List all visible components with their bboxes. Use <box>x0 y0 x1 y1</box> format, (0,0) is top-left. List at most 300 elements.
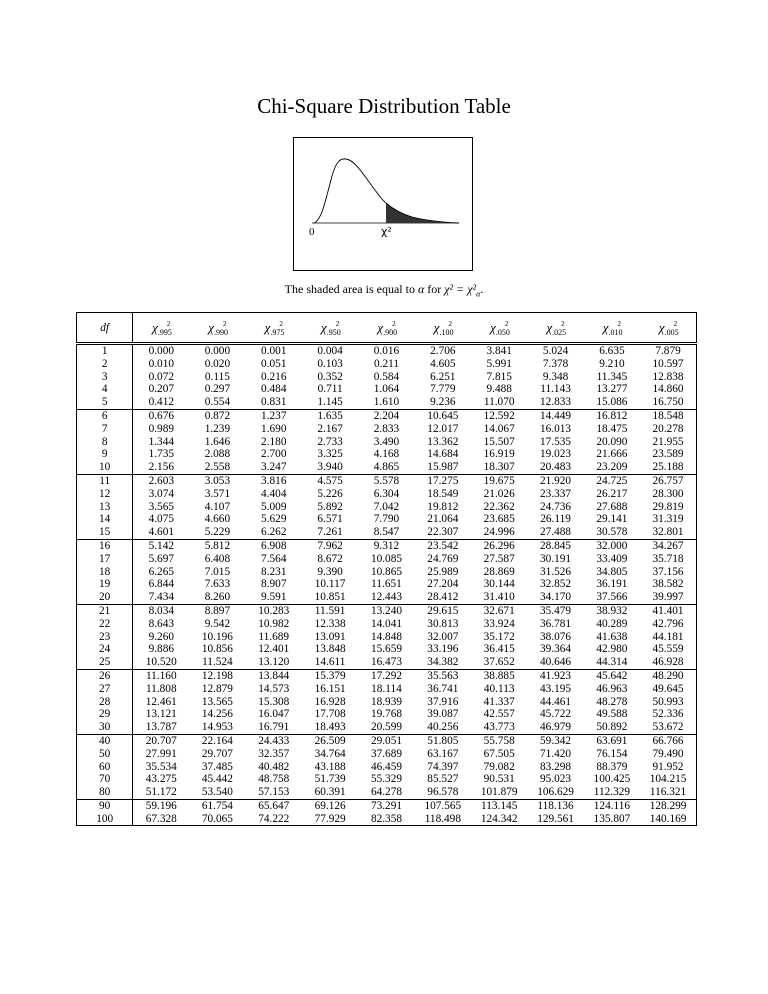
value-cell: 6.251 <box>430 370 456 383</box>
df-cell: 22 <box>77 618 133 631</box>
caption-expr-sub: α <box>476 289 481 299</box>
value-cell: 118.498 <box>415 813 471 826</box>
value-cell: 16.919 <box>483 448 515 461</box>
df-cell: 3 <box>77 371 133 384</box>
value-cell: 20.483 <box>540 461 572 474</box>
value-cell: 24.769 <box>427 552 459 565</box>
value-cell: 10.597 <box>640 358 696 371</box>
value-cell: 7.434 <box>148 591 174 604</box>
value-cell: 3.816 <box>246 474 302 487</box>
df-cell: 90 <box>77 799 133 812</box>
value-cell: 24.433 <box>246 734 302 747</box>
value-cell: 29.051 <box>358 734 414 747</box>
value-cell: 0.872 <box>189 409 245 422</box>
value-cell: 20.090 <box>596 435 628 448</box>
table-row <box>77 566 697 579</box>
df-cell: 10 <box>77 461 133 474</box>
value-cell: 3.571 <box>204 487 231 500</box>
value-cell: 27.204 <box>427 578 459 591</box>
value-cell: 29.615 <box>415 604 471 617</box>
value-cell: 3.841 <box>471 344 527 358</box>
value-cell: 1.239 <box>204 422 231 435</box>
df-cell: 17 <box>77 553 133 566</box>
value-cell: 7.815 <box>486 370 512 383</box>
value-cell: 12.443 <box>370 591 403 604</box>
value-cell: 24.725 <box>584 474 640 487</box>
value-cell: 19.812 <box>427 500 459 513</box>
table-row <box>77 409 697 422</box>
value-cell: 5.697 <box>148 552 174 565</box>
table-row <box>77 643 697 656</box>
value-cell: 29.141 <box>596 513 628 526</box>
value-cell: 128.299 <box>640 799 696 812</box>
value-cell: 28.300 <box>640 488 696 501</box>
caption-for: for <box>427 282 442 296</box>
value-cell: 2.833 <box>373 422 400 435</box>
value-cell: 63.691 <box>584 734 640 747</box>
df-cell: 27 <box>77 683 133 696</box>
df-cell: 2 <box>77 358 133 371</box>
value-cell: 13.565 <box>201 695 233 708</box>
column-square-superscript: 2 <box>673 319 678 328</box>
value-cell: 11.345 <box>596 370 628 383</box>
column-square-superscript: 2 <box>335 319 340 328</box>
value-cell: 3.074 <box>148 487 174 500</box>
value-cell: 74.397 <box>427 760 459 773</box>
value-cell: 14.256 <box>201 708 233 721</box>
column-alpha-subscript: .995 <box>157 327 172 337</box>
value-cell: 13.848 <box>314 643 346 656</box>
value-cell: 10.283 <box>246 604 302 617</box>
value-cell: 34.382 <box>427 656 459 669</box>
value-cell: 35.172 <box>483 630 515 643</box>
value-cell: 11.591 <box>302 604 358 617</box>
value-cell: 10.982 <box>258 617 290 630</box>
df-cell: 12 <box>77 488 133 501</box>
value-cell: 107.565 <box>415 799 471 812</box>
value-cell: 0.103 <box>317 357 343 370</box>
table-row <box>77 448 697 461</box>
value-cell: 42.557 <box>483 708 515 721</box>
value-cell: 46.459 <box>370 760 403 773</box>
value-cell: 140.169 <box>640 813 696 826</box>
column-square-superscript: 2 <box>166 319 171 328</box>
value-cell: 21.026 <box>483 487 515 500</box>
value-cell: 5.629 <box>261 513 287 526</box>
value-cell: 0.004 <box>302 344 358 358</box>
value-cell: 32.000 <box>584 539 640 552</box>
value-cell: 39.087 <box>427 708 459 721</box>
value-cell: 5.229 <box>204 526 231 539</box>
column-square-superscript: 2 <box>392 319 396 328</box>
df-cell: 25 <box>77 656 133 669</box>
value-cell: 45.722 <box>540 708 572 721</box>
column-header <box>415 313 471 344</box>
value-cell: 2.167 <box>317 422 343 435</box>
table-row <box>77 423 697 436</box>
value-cell: 1.690 <box>261 422 287 435</box>
chi-symbol: χ <box>377 319 384 335</box>
value-cell: 35.479 <box>527 604 583 617</box>
value-cell: 12.198 <box>189 669 245 682</box>
column-square-superscript: 2 <box>223 319 227 328</box>
value-cell: 32.852 <box>540 578 572 591</box>
value-cell: 16.812 <box>584 409 640 422</box>
value-cell: 6.265 <box>148 565 174 578</box>
value-cell: 21.064 <box>427 513 459 526</box>
value-cell: 15.308 <box>258 695 290 708</box>
value-cell: 1.735 <box>148 448 174 461</box>
column-header <box>471 313 527 344</box>
column-header <box>584 313 640 344</box>
table-row <box>77 578 697 591</box>
value-cell: 11.160 <box>133 669 189 682</box>
df-cell: 60 <box>77 761 133 774</box>
chi-symbol: χ <box>152 319 158 335</box>
value-cell: 10.851 <box>314 591 346 604</box>
value-cell: 27.587 <box>483 552 515 565</box>
value-cell: 41.337 <box>483 695 515 708</box>
chi-square-label: χ² <box>381 225 392 238</box>
value-cell: 14.041 <box>370 617 403 630</box>
value-cell: 88.379 <box>596 760 628 773</box>
value-cell: 13.120 <box>258 656 290 669</box>
value-cell: 11.689 <box>258 630 290 643</box>
value-cell: 42.796 <box>640 618 696 631</box>
value-cell: 15.507 <box>483 435 515 448</box>
value-cell: 17.535 <box>540 435 572 448</box>
value-cell: 2.733 <box>317 435 343 448</box>
value-cell: 96.578 <box>427 786 459 799</box>
value-cell: 14.573 <box>258 682 290 695</box>
value-cell: 13.277 <box>596 383 628 396</box>
value-cell: 0.207 <box>148 383 174 396</box>
value-cell: 48.290 <box>640 669 696 682</box>
value-cell: 60.391 <box>314 786 346 799</box>
value-cell: 0.072 <box>148 370 174 383</box>
value-cell: 6.571 <box>317 513 343 526</box>
value-cell: 8.231 <box>261 565 287 578</box>
value-cell: 30.191 <box>540 552 572 565</box>
value-cell: 16.473 <box>370 656 403 669</box>
value-cell: 33.409 <box>596 552 628 565</box>
value-cell: 16.013 <box>540 422 572 435</box>
value-cell: 14.953 <box>201 721 233 734</box>
value-cell: 59.342 <box>527 734 583 747</box>
value-cell: 4.075 <box>148 513 174 526</box>
table-row <box>77 344 697 358</box>
value-cell: 0.000 <box>133 344 189 358</box>
value-cell: 0.554 <box>204 396 231 409</box>
value-cell: 12.017 <box>427 422 459 435</box>
value-cell: 20.707 <box>133 734 189 747</box>
chi-symbol: χ <box>321 319 327 335</box>
table-row <box>77 813 697 826</box>
value-cell: 0.216 <box>261 370 287 383</box>
df-cell: 6 <box>77 409 133 422</box>
value-cell: 13.787 <box>145 721 177 734</box>
value-cell: 23.685 <box>483 513 515 526</box>
table-row <box>77 358 697 371</box>
value-cell: 21.955 <box>640 436 696 449</box>
value-cell: 61.754 <box>189 799 245 812</box>
column-square-superscript: 2 <box>561 319 565 328</box>
chi-symbol: χ <box>602 319 609 335</box>
value-cell: 34.764 <box>314 747 346 760</box>
value-cell: 76.154 <box>596 747 628 760</box>
value-cell: 28.869 <box>483 565 515 578</box>
value-cell: 0.010 <box>148 357 174 370</box>
value-cell: 0.989 <box>148 422 174 435</box>
value-cell: 36.781 <box>540 617 572 630</box>
value-cell: 18.548 <box>640 409 696 422</box>
value-cell: 1.610 <box>373 396 400 409</box>
value-cell: 37.485 <box>201 760 233 773</box>
df-cell: 29 <box>77 708 133 721</box>
table-row <box>77 371 697 384</box>
value-cell: 57.153 <box>258 786 290 799</box>
column-square-superscript: 2 <box>448 319 452 328</box>
page-title: Chi-Square Distribution Table <box>257 94 511 118</box>
value-cell: 18.939 <box>370 695 403 708</box>
column-square-superscript: 2 <box>504 319 509 328</box>
value-cell: 13.362 <box>427 435 459 448</box>
value-cell: 18.307 <box>483 461 515 474</box>
figure-caption <box>0 282 768 298</box>
value-cell: 1.145 <box>317 396 343 409</box>
column-alpha-subscript: .050 <box>495 327 510 337</box>
value-cell: 40.646 <box>540 656 572 669</box>
value-cell: 51.172 <box>145 786 177 799</box>
value-cell: 45.642 <box>584 669 640 682</box>
value-cell: 19.023 <box>540 448 572 461</box>
value-cell: 23.337 <box>540 487 572 500</box>
value-cell: 83.298 <box>540 760 572 773</box>
value-cell: 21.666 <box>596 448 628 461</box>
value-cell: 37.652 <box>483 656 515 669</box>
value-cell: 79.082 <box>483 760 515 773</box>
value-cell: 48.758 <box>258 773 290 786</box>
value-cell: 40.113 <box>483 682 515 695</box>
column-alpha-subscript: .990 <box>214 327 229 337</box>
df-cell: 26 <box>77 669 133 682</box>
value-cell: 12.338 <box>314 617 346 630</box>
value-cell: 19.768 <box>370 708 403 721</box>
value-cell: 5.009 <box>261 500 287 513</box>
value-cell: 10.520 <box>145 656 177 669</box>
value-cell: 14.860 <box>640 383 696 396</box>
chi-symbol: χ <box>208 319 215 335</box>
df-cell: 8 <box>77 436 133 449</box>
value-cell: 28.845 <box>527 539 583 552</box>
df-cell: 100 <box>77 813 133 826</box>
value-cell: 3.490 <box>373 435 400 448</box>
value-cell: 124.342 <box>471 813 527 826</box>
table-row <box>77 604 697 617</box>
value-cell: 0.000 <box>189 344 245 358</box>
chi-symbol: χ <box>433 319 440 335</box>
value-cell: 22.307 <box>427 526 459 539</box>
value-cell: 40.289 <box>596 617 628 630</box>
value-cell: 100.425 <box>593 773 631 786</box>
value-cell: 9.312 <box>358 539 414 552</box>
value-cell: 90.531 <box>483 773 515 786</box>
table-row <box>77 761 697 774</box>
table-row <box>77 591 697 604</box>
value-cell: 17.708 <box>314 708 346 721</box>
value-cell: 16.151 <box>314 682 346 695</box>
value-cell: 40.482 <box>258 760 290 773</box>
value-cell: 11.524 <box>202 656 233 669</box>
value-cell: 85.527 <box>427 773 459 786</box>
value-cell: 12.401 <box>258 643 290 656</box>
value-cell: 4.601 <box>148 526 174 539</box>
value-cell: 19.675 <box>471 474 527 487</box>
value-cell: 10.117 <box>314 578 346 591</box>
df-cell: 4 <box>77 383 133 396</box>
value-cell: 6.262 <box>261 526 287 539</box>
value-cell: 37.916 <box>427 695 459 708</box>
value-cell: 44.461 <box>540 695 572 708</box>
value-cell: 35.563 <box>415 669 471 682</box>
value-cell: 48.278 <box>596 695 628 708</box>
df-cell: 19 <box>77 578 133 591</box>
value-cell: 1.646 <box>204 435 231 448</box>
value-cell: 31.319 <box>640 513 696 526</box>
value-cell: 0.352 <box>317 370 343 383</box>
value-cell: 65.647 <box>246 799 302 812</box>
df-cell: 5 <box>77 396 133 409</box>
df-cell: 20 <box>77 591 133 604</box>
value-cell: 4.865 <box>373 461 400 474</box>
value-cell: 2.204 <box>358 409 414 422</box>
value-cell: 1.064 <box>373 383 400 396</box>
value-cell: 31.526 <box>540 565 572 578</box>
value-cell: 15.987 <box>427 461 459 474</box>
table-header-row <box>77 313 697 344</box>
df-cell: 28 <box>77 696 133 709</box>
value-cell: 50.993 <box>640 696 696 709</box>
value-cell: 67.328 <box>133 813 189 826</box>
value-cell: 106.629 <box>537 786 574 799</box>
value-cell: 0.020 <box>204 357 231 370</box>
value-cell: 82.358 <box>358 813 414 826</box>
df-cell: 16 <box>77 539 133 552</box>
value-cell: 0.484 <box>261 383 287 396</box>
value-cell: 70.065 <box>189 813 245 826</box>
value-cell: 35.718 <box>640 553 696 566</box>
value-cell: 7.879 <box>640 344 696 358</box>
origin-label: 0 <box>309 226 315 238</box>
table-row <box>77 501 697 514</box>
value-cell: 5.892 <box>317 500 343 513</box>
value-cell: 104.215 <box>640 773 696 786</box>
value-cell: 30.813 <box>427 617 459 630</box>
value-cell: 38.076 <box>540 630 572 643</box>
value-cell: 38.582 <box>640 578 696 591</box>
value-cell: 101.879 <box>480 786 518 799</box>
value-cell: 18.549 <box>427 487 459 500</box>
value-cell: 35.534 <box>145 760 177 773</box>
value-cell: 36.415 <box>483 643 515 656</box>
value-cell: 71.420 <box>540 747 572 760</box>
column-header <box>358 313 414 344</box>
table-row <box>77 748 697 761</box>
value-cell: 18.475 <box>596 422 628 435</box>
value-cell: 13.121 <box>145 708 177 721</box>
table-row <box>77 436 697 449</box>
table-row <box>77 488 697 501</box>
value-cell: 53.540 <box>201 786 233 799</box>
value-cell: 1.635 <box>302 409 358 422</box>
df-cell: 23 <box>77 631 133 644</box>
value-cell: 37.689 <box>370 747 403 760</box>
value-cell: 39.364 <box>540 643 572 656</box>
column-alpha-subscript: .100 <box>439 327 454 337</box>
value-cell: 28.412 <box>427 591 459 604</box>
column-alpha-subscript: .010 <box>608 327 623 337</box>
value-cell: 79.490 <box>640 748 696 761</box>
value-cell: 112.329 <box>593 786 631 799</box>
value-cell: 116.321 <box>640 786 696 799</box>
value-cell: 14.611 <box>314 656 346 669</box>
column-header <box>527 313 583 344</box>
table-row <box>77 683 697 696</box>
table-row <box>77 383 697 396</box>
value-cell: 26.217 <box>596 487 628 500</box>
table-row <box>77 656 697 669</box>
value-cell: 2.156 <box>148 461 174 474</box>
df-cell: 21 <box>77 604 133 617</box>
df-cell: 18 <box>77 566 133 579</box>
shaded-tail-area <box>386 203 459 223</box>
value-cell: 23.542 <box>415 539 471 552</box>
value-cell: 7.564 <box>261 552 287 565</box>
chi-symbol: χ <box>490 319 496 335</box>
value-cell: 29.707 <box>201 747 233 760</box>
value-cell: 7.790 <box>373 513 400 526</box>
value-cell: 6.908 <box>246 539 302 552</box>
value-cell: 50.892 <box>596 721 628 734</box>
table-row <box>77 474 697 487</box>
value-cell: 73.291 <box>358 799 414 812</box>
value-cell: 9.348 <box>542 370 569 383</box>
value-cell: 14.067 <box>483 422 515 435</box>
column-header <box>246 313 302 344</box>
caption-suffix: . <box>480 282 484 296</box>
df-cell: 40 <box>77 734 133 747</box>
value-cell: 52.336 <box>640 708 696 721</box>
value-cell: 4.605 <box>430 357 456 370</box>
value-cell: 3.053 <box>189 474 245 487</box>
value-cell: 6.844 <box>148 578 174 591</box>
value-cell: 2.558 <box>204 461 231 474</box>
value-cell: 2.088 <box>204 448 231 461</box>
value-cell: 6.635 <box>584 344 640 358</box>
column-header <box>189 313 245 344</box>
chi-symbol: χ <box>264 319 271 335</box>
value-cell: 5.226 <box>317 487 343 500</box>
value-cell: 2.180 <box>261 435 287 448</box>
df-cell: 14 <box>77 513 133 526</box>
value-cell: 91.952 <box>640 761 696 774</box>
value-cell: 32.801 <box>640 526 696 539</box>
value-cell: 9.236 <box>430 396 456 409</box>
value-cell: 46.963 <box>596 682 628 695</box>
value-cell: 6.304 <box>373 487 400 500</box>
value-cell: 5.578 <box>358 474 414 487</box>
column-square-superscript: 2 <box>617 319 622 328</box>
